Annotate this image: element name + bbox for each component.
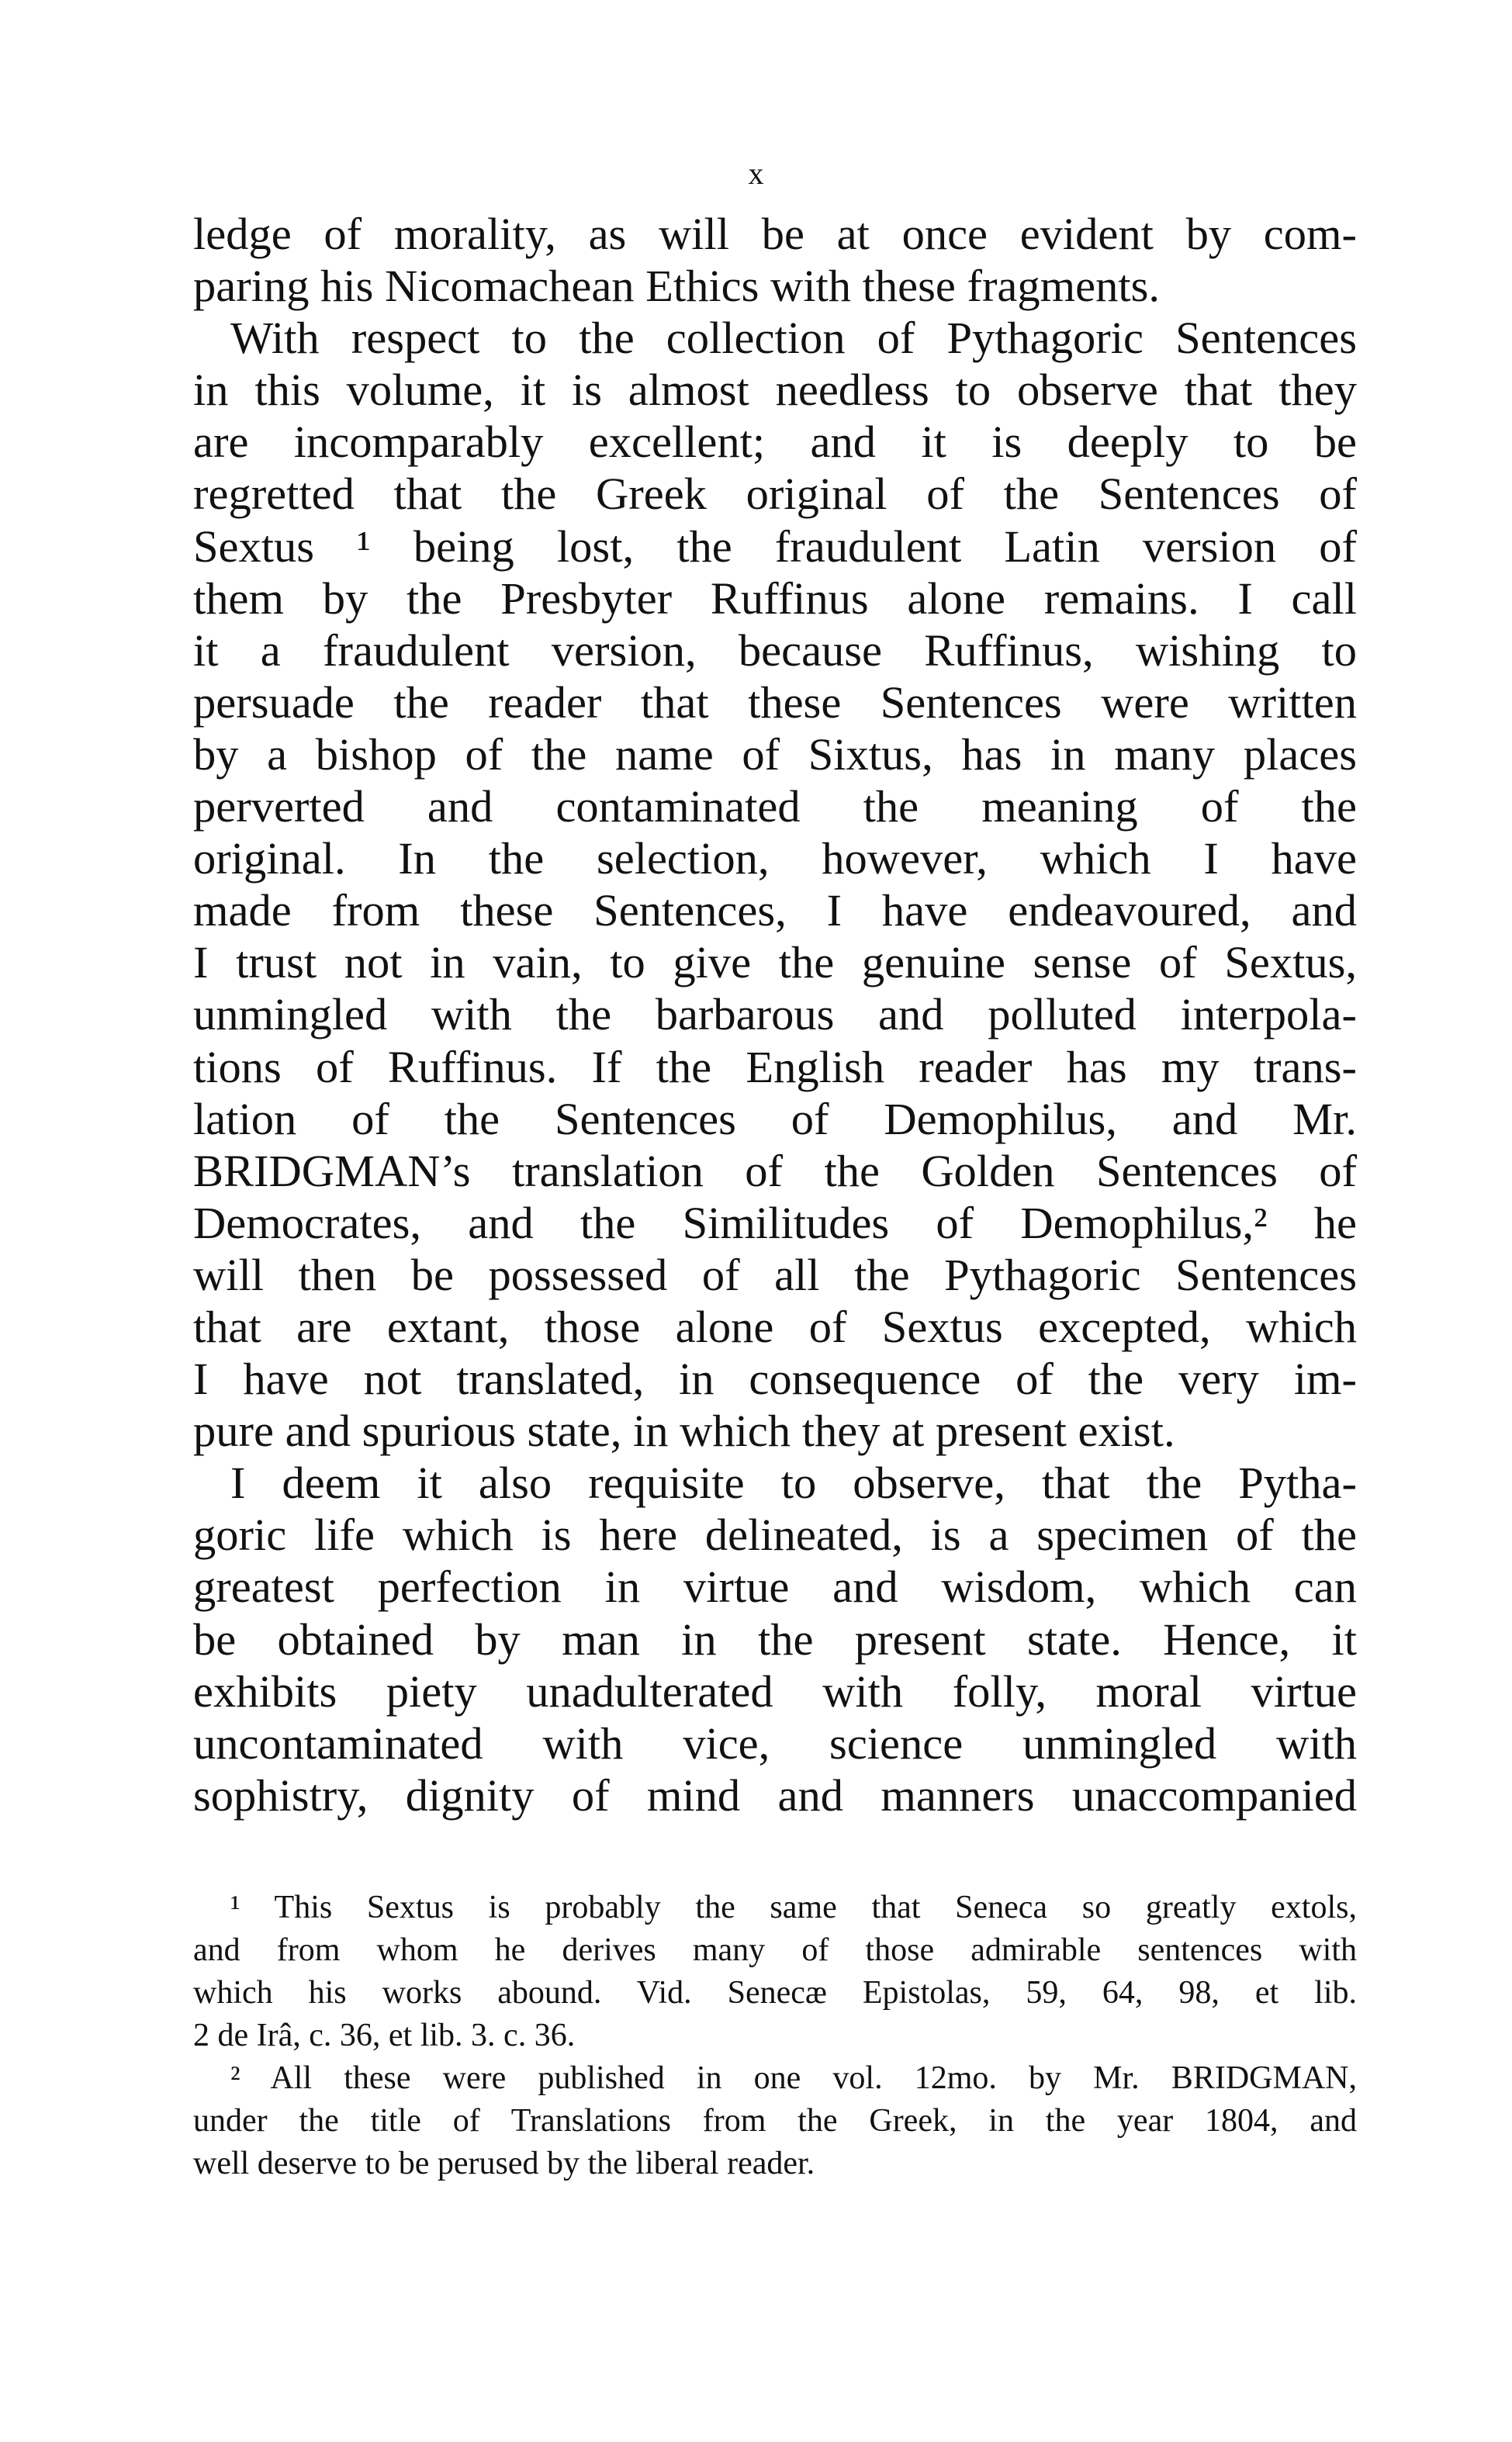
footnote-line: 2 de Irâ, c. 36, et lib. 3. c. 36. <box>193 2018 576 2053</box>
body-line: original. In the selection, however, which I have <box>193 833 1357 884</box>
footnote-line: ² All these were published in one vol. 12mo. by Mr. BRIDGMAN, <box>230 2060 1357 2096</box>
body-line: regretted that the Greek original of the Sentences of <box>193 469 1357 520</box>
body-line: it a fraudulent version, because Ruffinus, wishing to <box>193 624 1357 676</box>
body-line: goric life which is here delineated, is a specimen of the <box>193 1510 1357 1561</box>
body-line: sophistry, dignity of mind and manners unaccompanied <box>193 1769 1357 1821</box>
body-line: tions of Ruffinus. If the English reader has my trans- <box>193 1041 1357 1092</box>
page-number: x <box>748 156 764 191</box>
body-line: I trust not in vain, to give the genuine sense of Sextus, <box>193 937 1357 988</box>
body-line: by a bishop of the name of Sixtus, has in many places <box>193 728 1357 780</box>
footnote-line: ¹ This Sextus is probably the same that Seneca so greatly extols, <box>230 1890 1357 1925</box>
footnote-line: and from whom he derives many of those admirable sentences with <box>193 1932 1357 1968</box>
body-text <box>193 208 1357 1821</box>
body-line: that are extant, those alone of Sextus excepted, which <box>193 1301 1357 1352</box>
footnotes <box>193 1887 1357 2185</box>
footnote-line: which his works abound. Vid. Senecæ Epistolas, 59, 64, 98, et lib. <box>193 1975 1357 2011</box>
body-line: perverted and contaminated the meaning of the <box>193 781 1357 832</box>
body-line: With respect to the collection of Pythagoric Sentences <box>230 313 1357 364</box>
footnote-line: under the title of Translations from the Greek, in the year 1804, and <box>193 2103 1357 2139</box>
body-line: exhibits piety unadulterated with folly, moral virtue <box>193 1665 1357 1717</box>
body-line: pure and spurious state, in which they at present exist. <box>193 1406 1175 1457</box>
body-line: are incomparably excellent; and it is deeply to be <box>193 417 1357 468</box>
body-line: BRIDGMAN’s translation of the Golden Sentences of <box>193 1145 1357 1196</box>
body-line: in this volume, it is almost needless to observe that they <box>193 365 1357 416</box>
body-line: will then be possessed of all the Pythagoric Sentences <box>193 1249 1357 1300</box>
body-line: I deem it also requisite to observe, that the Pytha- <box>230 1458 1357 1509</box>
body-line: Democrates, and the Similitudes of Demophilus,² he <box>193 1197 1357 1248</box>
body-line: persuade the reader that these Sentences were written <box>193 676 1357 728</box>
footnote-line: well deserve to be perused by the liberal reader. <box>193 2146 815 2181</box>
body-line: Sextus ¹ being lost, the fraudulent Latin version of <box>193 521 1357 572</box>
body-line: ledge of morality, as will be at once evident by com- <box>193 209 1357 259</box>
body-line: be obtained by man in the present state. Hence, it <box>193 1614 1357 1665</box>
body-line: greatest perfection in virtue and wisdom, which can <box>193 1562 1357 1613</box>
body-line: lation of the Sentences of Demophilus, and Mr. <box>193 1093 1357 1144</box>
body-line: paring his Nicomachean Ethics with these fragments. <box>193 261 1161 312</box>
body-line: them by the Presbyter Ruffinus alone remains. I call <box>193 572 1357 624</box>
body-line: uncontaminated with vice, science unmingled with <box>193 1717 1357 1769</box>
body-line: unmingled with the barbarous and polluted interpola- <box>193 989 1357 1040</box>
body-line: made from these Sentences, I have endeavoured, and <box>193 885 1357 936</box>
body-line: I have not translated, in consequence of the very im- <box>193 1354 1357 1405</box>
